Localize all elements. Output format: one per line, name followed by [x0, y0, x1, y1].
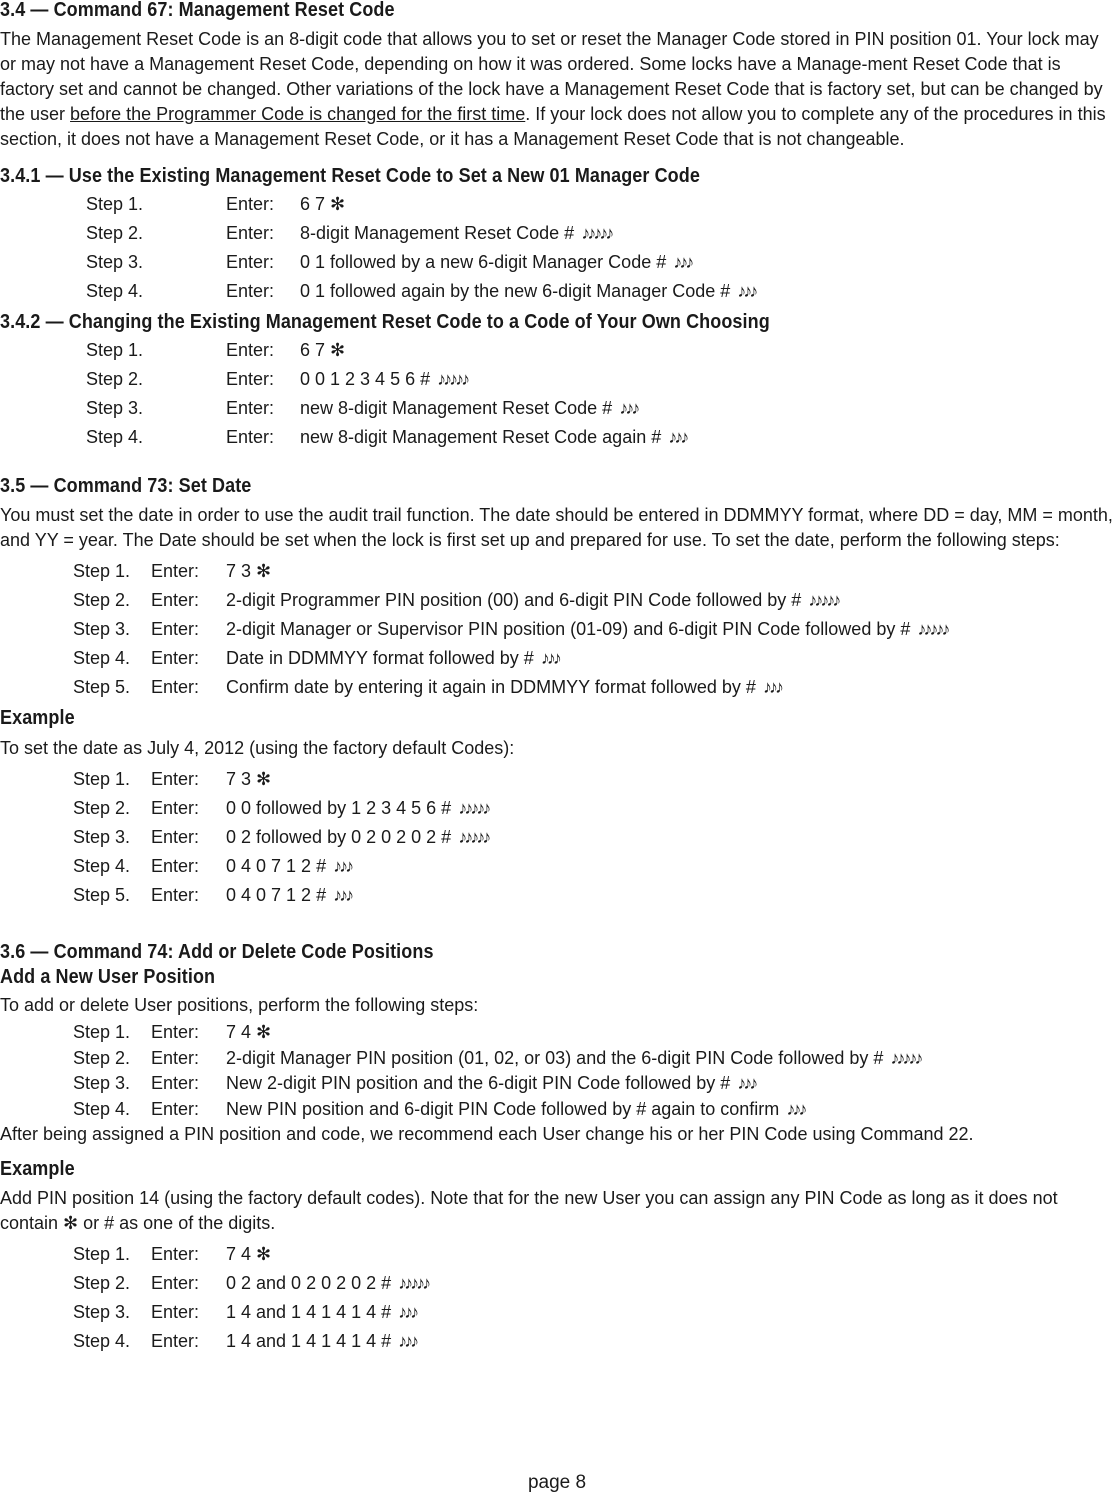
beep-notes-icon: ♪♪♪: [398, 1302, 417, 1322]
step-row: [0, 1327, 1114, 1356]
step-instruction-group: [226, 588, 838, 613]
beep-notes-icon: ♪♪♪: [619, 398, 638, 418]
enter-label: Enter:: [151, 1073, 200, 1094]
step-instruction-group: [300, 396, 637, 421]
step-row: [0, 1097, 1114, 1123]
step-row: [0, 586, 1114, 615]
step-instruction: 6 7 ✻: [300, 194, 346, 214]
step-instruction: 1 4 and 1 4 1 4 1 4 #: [226, 1302, 392, 1322]
step-instruction: 2-digit Manager PIN position (01, 02, or 03) and the 6-digit PIN Code followed by #: [226, 1047, 884, 1068]
step-instruction: Date in DDMMYY format followed by #: [226, 648, 534, 668]
step-instruction: Confirm date by entering it again in DDMMYY format followed by #: [226, 677, 756, 697]
step-instruction-group: [226, 646, 559, 671]
step-label: Step 2.: [86, 223, 144, 243]
steps-3-4-2: [0, 336, 1114, 452]
step-instruction: 0 1 followed by a new 6-digit Manager Code #: [300, 252, 667, 272]
step-label: Step 4.: [73, 648, 131, 668]
enter-label: Enter:: [226, 427, 275, 447]
step-label: Step 4.: [73, 856, 131, 876]
step-instruction: 0 4 0 7 1 2 #: [226, 856, 327, 876]
beep-notes-icon: ♪♪♪: [673, 252, 692, 272]
step-instruction-group: [300, 250, 691, 275]
step-instruction: 0 4 0 7 1 2 #: [226, 885, 327, 905]
step-row: [0, 423, 1114, 452]
step-instruction: 6 7 ✻: [300, 340, 346, 360]
step-instruction: new 8-digit Management Reset Code again #: [300, 427, 662, 447]
step-instruction-group: [226, 1046, 920, 1071]
step-label: Step 3.: [86, 398, 144, 418]
step-label: Step 1.: [86, 194, 144, 214]
step-instruction-group: [300, 221, 611, 246]
underlined-emphasis: before the Programmer Code is changed for the first time: [70, 104, 526, 124]
enter-label: Enter:: [151, 798, 200, 818]
enter-label: Enter:: [226, 340, 275, 360]
beep-notes-icon: ♪♪♪: [540, 648, 559, 668]
step-instruction-group: [226, 767, 271, 792]
enter-label: Enter:: [226, 194, 275, 214]
step-label: Step 1.: [73, 769, 131, 789]
step-label: Step 2.: [86, 369, 144, 389]
step-instruction-group: [300, 192, 345, 217]
step-instruction-group: [226, 1271, 428, 1296]
step-row: [0, 673, 1114, 702]
enter-label: Enter:: [226, 252, 275, 272]
step-instruction-group: [226, 1242, 271, 1267]
step-instruction: 2-digit Programmer PIN position (00) and 6-digit PIN Code followed by #: [226, 590, 802, 610]
step-label: Step 3.: [73, 1073, 131, 1094]
step-label: Step 3.: [73, 1302, 131, 1322]
step-row: [0, 365, 1114, 394]
enter-label: Enter:: [151, 1244, 200, 1264]
step-label: Step 5.: [73, 677, 131, 697]
step-instruction-group: [300, 279, 755, 304]
step-instruction: 0 0 followed by 1 2 3 4 5 6 #: [226, 798, 452, 818]
step-instruction-group: [226, 1097, 804, 1122]
beep-notes-icon: ♪♪♪: [737, 1073, 756, 1094]
step-instruction: 8-digit Management Reset Code #: [300, 223, 575, 243]
enter-label: Enter:: [151, 1302, 200, 1322]
beep-notes-icon: ♪♪♪: [333, 885, 352, 905]
example-steps-3-6: [0, 1240, 1114, 1356]
step-instruction: 1 4 and 1 4 1 4 1 4 #: [226, 1331, 392, 1351]
step-row: [0, 1020, 1114, 1046]
section-3-4-paragraph: [0, 27, 1114, 152]
step-row: [0, 219, 1114, 248]
beep-notes-icon: ♪♪♪♪♪: [437, 369, 468, 389]
step-instruction-group: [226, 1300, 416, 1325]
step-instruction: 0 0 1 2 3 4 5 6 #: [300, 369, 431, 389]
enter-label: Enter:: [226, 281, 275, 301]
beep-notes-icon: ♪♪♪: [762, 677, 781, 697]
step-instruction: 7 4 ✻: [226, 1022, 272, 1043]
step-label: Step 2.: [73, 1047, 131, 1068]
step-instruction: 2-digit Manager or Supervisor PIN position (01-09) and 6-digit PIN Code followed by #: [226, 619, 911, 639]
step-row: [0, 644, 1114, 673]
enter-label: Enter:: [151, 1047, 200, 1068]
step-instruction: 0 1 followed again by the new 6-digit Manager Code #: [300, 281, 731, 301]
step-label: Step 2.: [73, 1273, 131, 1293]
step-label: Step 4.: [86, 427, 144, 447]
beep-notes-icon: ♪♪♪♪♪: [458, 798, 489, 818]
step-label: Step 1.: [86, 340, 144, 360]
step-label: Step 3.: [73, 619, 131, 639]
step-row: [0, 557, 1114, 586]
step-row: [0, 765, 1114, 794]
step-label: Step 4.: [86, 281, 144, 301]
step-label: Step 2.: [73, 798, 131, 818]
step-row: [0, 794, 1114, 823]
step-row: [0, 881, 1114, 910]
step-instruction: 7 3 ✻: [226, 769, 272, 789]
step-instruction: New PIN position and 6-digit PIN Code followed by # again to confirm: [226, 1098, 780, 1119]
enter-label: Enter:: [226, 223, 275, 243]
example-heading-3-5: Example: [0, 707, 75, 729]
step-row: [0, 336, 1114, 365]
step-label: Step 4.: [73, 1098, 131, 1119]
step-instruction-group: [226, 1071, 755, 1096]
step-instruction-group: [300, 367, 467, 392]
step-instruction: 0 2 and 0 2 0 2 0 2 #: [226, 1273, 392, 1293]
step-instruction-group: [226, 1329, 416, 1354]
step-row: [0, 394, 1114, 423]
step-instruction-group: [226, 825, 488, 850]
step-instruction-group: [226, 559, 271, 584]
enter-label: Enter:: [151, 1273, 200, 1293]
beep-notes-icon: ♪♪♪♪♪: [890, 1047, 921, 1068]
step-instruction-group: [226, 1020, 271, 1045]
section-3-6-after: After being assigned a PIN position and code, we recommend each User change his or her PIN Code using Command 22.: [0, 1124, 974, 1144]
step-instruction-group: [226, 675, 781, 700]
step-label: Step 3.: [73, 827, 131, 847]
example-3-6-paragraph: Add PIN position 14 (using the factory default codes). Note that for the new User you can assign any PIN Code as long as it does not contain ✻ or # as one of the digits.: [0, 1188, 1058, 1233]
step-row: [0, 852, 1114, 881]
step-row: [0, 823, 1114, 852]
beep-notes-icon: ♪♪♪: [668, 427, 687, 447]
step-instruction-group: [226, 854, 351, 879]
beep-notes-icon: ♪♪♪: [737, 281, 756, 301]
step-instruction: 7 4 ✻: [226, 1244, 272, 1264]
section-heading-3-5: 3.5 — Command 73: Set Date: [0, 475, 252, 497]
section-heading-3-4: 3.4 — Command 67: Management Reset Code: [0, 0, 395, 21]
section-3-5-paragraph: You must set the date in order to use the audit trail function. The date should be entered in DDMMYY format, where DD = day, MM = month, and YY = year. The Date should be set when the lock is first set up and prepared for use. To set the date, perform the following steps:: [0, 505, 1113, 550]
step-label: Step 1.: [73, 561, 131, 581]
steps-3-5: [0, 557, 1114, 702]
step-instruction: 7 3 ✻: [226, 561, 272, 581]
step-label: Step 4.: [73, 1331, 131, 1351]
enter-label: Enter:: [226, 398, 275, 418]
enter-label: Enter:: [151, 561, 200, 581]
enter-label: Enter:: [151, 769, 200, 789]
step-label: Step 1.: [73, 1244, 131, 1264]
enter-label: Enter:: [151, 1022, 200, 1043]
beep-notes-icon: ♪♪♪: [398, 1331, 417, 1351]
beep-notes-icon: ♪♪♪♪♪: [398, 1273, 429, 1293]
beep-notes-icon: ♪♪♪: [333, 856, 352, 876]
steps-3-4-1: [0, 190, 1114, 306]
section-heading-3-4-2: 3.4.2 — Changing the Existing Management Reset Code to a Code of Your Own Choosing: [0, 311, 770, 333]
step-label: Step 2.: [73, 590, 131, 610]
enter-label: Enter:: [151, 648, 200, 668]
section-heading-3-4-1: 3.4.1 — Use the Existing Management Reset Code to Set a New 01 Manager Code: [0, 165, 700, 187]
step-row: [0, 615, 1114, 644]
step-row: [0, 1046, 1114, 1072]
step-row: [0, 1298, 1114, 1327]
enter-label: Enter:: [151, 590, 200, 610]
enter-label: Enter:: [151, 1331, 200, 1351]
enter-label: Enter:: [151, 856, 200, 876]
step-row: [0, 190, 1114, 219]
step-instruction-group: [300, 425, 686, 450]
enter-label: Enter:: [151, 677, 200, 697]
step-instruction-group: [226, 883, 351, 908]
step-row: [0, 1269, 1114, 1298]
para-text-a: The Management Reset Code is an 8-digit code that allows you to set or reset the Manager Code stored in PIN position 01. Your lock may or may not have a Management Reset Code, depending on how it was ordered. Some locks have a Manage-ment Reset Code that is factory set and cannot be changed. Other variations of the lock have a Management Reset Code that is factory set, but can be changed by the user: [0, 29, 1103, 124]
step-label: Step 3.: [86, 252, 144, 272]
section-3-6-paragraph: To add or delete User positions, perform the following steps:: [0, 995, 479, 1015]
step-row: [0, 248, 1114, 277]
enter-label: Enter:: [151, 885, 200, 905]
step-label: Step 1.: [73, 1022, 131, 1043]
step-instruction: New 2-digit PIN position and the 6-digit PIN Code followed by #: [226, 1073, 731, 1094]
beep-notes-icon: ♪♪♪♪♪: [917, 619, 948, 639]
steps-3-6: [0, 1020, 1114, 1122]
step-instruction-group: [226, 796, 488, 821]
page-number: page 8: [527, 1472, 587, 1493]
enter-label: Enter:: [151, 1098, 200, 1119]
beep-notes-icon: ♪♪♪♪♪: [808, 590, 839, 610]
enter-label: Enter:: [151, 619, 200, 639]
enter-label: Enter:: [151, 827, 200, 847]
step-instruction-group: [226, 617, 947, 642]
beep-notes-icon: ♪♪♪♪♪: [581, 223, 612, 243]
step-row: [0, 277, 1114, 306]
step-row: [0, 1071, 1114, 1097]
beep-notes-icon: ♪♪♪: [786, 1098, 805, 1119]
example-steps-3-5: [0, 765, 1114, 910]
beep-notes-icon: ♪♪♪♪♪: [458, 827, 489, 847]
step-instruction-group: [300, 338, 345, 363]
example-3-5-paragraph: To set the date as July 4, 2012 (using the factory default Codes):: [0, 738, 515, 758]
step-instruction: 0 2 followed by 0 2 0 2 0 2 #: [226, 827, 452, 847]
subheading-add-user-position: Add a New User Position: [0, 966, 216, 988]
step-instruction: new 8-digit Management Reset Code #: [300, 398, 613, 418]
example-heading-3-6: Example: [0, 1158, 75, 1180]
section-heading-3-6: 3.6 — Command 74: Add or Delete Code Positions: [0, 941, 434, 963]
step-row: [0, 1240, 1114, 1269]
para-text-b: . If your lock does not allow you to complete any of the procedures in this section, it does not have a Management Reset Code, or it has a Management Reset Code that is not changeable.: [0, 104, 1106, 149]
step-label: Step 5.: [73, 885, 131, 905]
enter-label: Enter:: [226, 369, 275, 389]
